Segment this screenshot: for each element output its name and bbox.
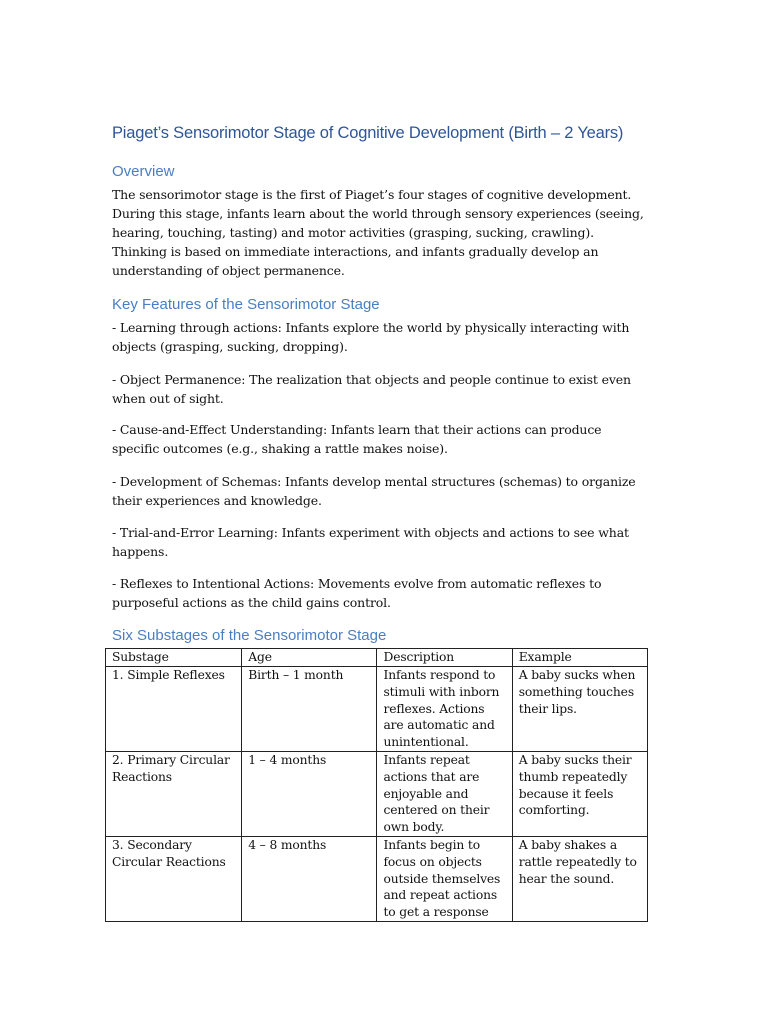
feature-item: - Development of Schemas: Infants develop mental structures (schemas) to organize their experiences and knowledge. [112,474,636,508]
overview-heading: Overview [112,163,175,180]
table-row [106,752,648,837]
example-cell: A baby shakes a rattle repeatedly to hear the sound. [512,837,647,922]
substages-table [105,648,648,922]
age-cell: 1 – 4 months [242,752,377,837]
feature-item: - Trial-and-Error Learning: Infants experiment with objects and actions to see what happens. [112,525,629,559]
example-cell: A baby sucks their thumb repeatedly because it feels comforting. [512,752,647,837]
column-header-description: Description [377,649,512,667]
column-header-age: Age [242,649,377,667]
table-header-row [106,649,648,667]
description-cell: Infants repeat actions that are enjoyable and centered on their own body. [377,752,512,837]
substage-cell: 2. Primary Circular Reactions [106,752,242,837]
column-header-substage: Substage [106,649,242,667]
age-cell: Birth – 1 month [242,667,377,752]
feature-item: - Object Permanence: The realization that objects and people continue to exist even when out of sight. [112,372,631,406]
table-row [106,837,648,922]
feature-item: - Learning through actions: Infants explore the world by physically interacting with objects (grasping, sucking, dropping). [112,320,630,354]
overview-paragraph: The sensorimotor stage is the first of Piaget’s four stages of cognitive development. During this stage, infants learn about the world through sensory experiences (seeing, hearing, touching, tasting) and motor activities (grasping, sucking, crawling). Thinking is based on immediate interactions, and infants gradually develop an understanding of object permanence. [112,187,644,278]
feature-item: - Cause-and-Effect Understanding: Infants learn that their actions can produce specific outcomes (e.g., shaking a rattle makes noise). [112,422,602,456]
example-cell: A baby sucks when something touches their lips. [512,667,647,752]
description-cell: Infants respond to stimuli with inborn reflexes. Actions are automatic and unintentional. [377,667,512,752]
column-header-example: Example [512,649,647,667]
substages-heading: Six Substages of the Sensorimotor Stage [112,627,387,644]
table-row [106,667,648,752]
feature-item: - Reflexes to Intentional Actions: Movements evolve from automatic reflexes to purposeful actions as the child gains control. [112,576,602,610]
features-heading: Key Features of the Sensorimotor Stage [112,296,380,313]
substage-cell: 3. Secondary Circular Reactions [106,837,242,922]
age-cell: 4 – 8 months [242,837,377,922]
description-cell: Infants begin to focus on objects outside themselves and repeat actions to get a response [377,837,512,922]
substage-cell: 1. Simple Reflexes [106,667,242,752]
page-title: Piaget’s Sensorimotor Stage of Cognitive Development (Birth – 2 Years) [112,124,624,142]
